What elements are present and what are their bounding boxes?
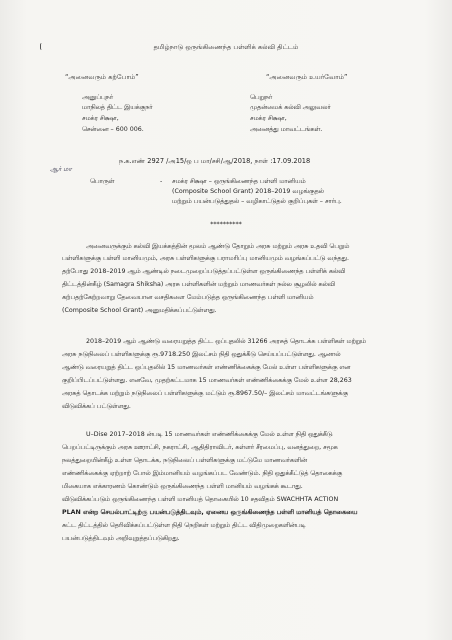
paragraph-line: விடுவிக்கப்படும் ஒருங்கிணைந்த பள்ளி மானியத் தொகையில் 10 சதவிதம் SWACHHTA ACTION [62,496,339,503]
paragraph-line: திட்டத்தின்கீழ் (Samagra Shiksha) அரசு பள்ளிகளின் மற்றும் மாணவர்கள் நல்ல சூழலில் கல்வி [62,281,335,288]
recipient-line: அனைத்து மாவட்டங்கள். [250,126,323,133]
sender-line: சமக்ர சிக்ஷா, [82,115,119,122]
paragraph-line: எண்ணிக்கைக்கு ஏற்றாற் போல் இம்மானியம் வழங்கப்பட வேண்டும். நிதி ஒதுக்கீட்டுத் தொகைக்கு [62,470,343,477]
paragraph-line: U–Dise 2017–2018 ன்படி 15 மாணவர்கள் எண்ணிக்கைக்கு மேல் உள்ள நிதி ஒதுக்கீடு [86,431,333,438]
paragraph-line: தற்போது 2018–2019 ஆம் ஆண்டில் நடைமுறைப்படுத்தப்பட்டுள்ள ஒருங்கிணைந்த பள்ளிக் கல்வி [62,268,346,275]
subject-label: பொருள் [90,178,115,185]
paragraph-line: அரசுத் தொடக்க மற்றும் நடுநிலைப் பள்ளிகளுக்கு மட்டும் ரூ.8967.50/– இலட்சம் மாவட்டங்களுக்கு [62,390,348,397]
paragraph-line: அரசு நடுநிலைப் பள்ளிகளுக்கு ரூ.9718.250 இலட்சம் நிதி ஒதுக்கீடு செய்யப்பட்டுள்ளது. ஆனால் [62,351,341,358]
paragraph-line: பள்ளிகளுக்கு பள்ளி மானியமும், அரசு பள்ளிகளுக்கு பராமரிப்பு மானியமும் வழங்கப்பட்டு வந்தது. [62,255,349,262]
sender-line: சென்னை – 600 006. [82,126,144,133]
paragraph-line: அனைவருக்கும் கல்வி இயக்கத்தின் மூலம் ஆண்டு தோறும் அரசு மற்றும் அரசு உதவி பெறும் [86,243,350,250]
paragraph-line: பெறப்பட்டிருக்கும் அரசு ஊராட்சி, நகராட்சி, ஆதிதிராவிடர், கள்ளர் சீரமைப்பு, வனத்துறை, சமூக [62,444,338,451]
document-title: தமிழ்நாடு ஒருங்கிணைந்த பள்ளிக் கல்வி திட்டம் [153,43,299,51]
subject-line: (Composite School Grant) 2018–2019 வழங்குதல் [172,188,324,195]
motto-left: “அனைவரும் கற்போம்” [65,73,139,81]
handwritten-note: ஆர் மா [50,166,72,173]
paragraph-line: PLAN என்ற செயல்பாட்டிற்கு பயன்படுத்திடவும், ஏனைய ஒருங்கிணைந்த பள்ளி மானியத் தொகையை [62,509,358,516]
recipient-label: பெறுநர் [250,94,273,101]
paragraph-line: பயன்படுத்திடவும் அறிவுறுத்தப்படுகிறது. [62,535,180,542]
paragraph-line: 2018–2019 ஆம் ஆண்டு வரையறுத்த திட்ட ஒப்புதலில் 31266 அரசுத் தொடக்க பள்ளிகள் மற்றும் [86,338,367,345]
paragraph-line: சுட்ட திட்டத்தில் தெரிவிக்கப்பட்டுள்ள நிதி நெறிகள் மற்றும் திட்ட விதிமுறைகளின்படி [62,522,306,529]
paragraph-line: விடுவிக்கப் பட்டுள்ளது. [62,403,131,410]
paragraph-line: கற்பதற்கேற்றவாறு தேவையான வசதிகளை மேம்படுத்த ஒருங்கிணைந்த பள்ளி மானியம் [62,294,314,301]
separator-stars: ********** [210,221,242,228]
subject-line: சமக்ர சிக்ஷா – ஒருங்கிணைந்த பள்ளி மானியம் [172,178,306,185]
paragraph-line: மிகையாக எக்காரணம் கொண்டும் ஒருங்கிணைந்த பள்ளி மானியம் வழங்கக் கூடாது. [62,483,303,490]
subject-line: மற்றும் பயன்படுத்துதல் – வழிகாட்டுதல் குறிப்புகள் – சார்பு. [172,198,342,205]
sender-line: மாநிலத் திட்ட இயக்குநர் [82,104,153,111]
recipient-line: முதன்மைக் கல்வி அலுவலர் [250,104,331,111]
subject-separator: - [160,178,163,185]
motto-right: “அனைவரும் உயர்வோம்” [266,73,348,81]
paragraph-line: நலத்துறையின்கீழ் உள்ள தொடக்க, நடுநிலைப் பள்ளிகளுக்கு மட்டுமே மாணவர்களின் [62,457,308,464]
paragraph-line: (Composite School Grant) அனுமதிக்கப்பட்டுள்ளது. [62,307,217,314]
paragraph-line: குறிப்பிடப்பட்டுள்ளது. எனவே, முதற்கட்டமாக 15 மாணவர்கள் எண்ணிக்கைக்கு மேல் உள்ள 28,263 [62,377,352,384]
paragraph-line: ஆண்டு வரையறுத் திட்ட ஒப்புதலில் 15 மாணவர்கள் எண்ணிக்கைக்கு மேல் உள்ள பள்ளிகளுக்கு என [62,364,351,371]
recipient-line: சமக்ர சிக்ஷா, [250,115,287,122]
reference-number: ந.க.எண் 2927 /அ15/ஒ ப மா/சசி/ஆ/2018, நாள் :17.09.2018 [119,157,311,165]
sender-label: அனுப்புநர் [82,94,114,101]
